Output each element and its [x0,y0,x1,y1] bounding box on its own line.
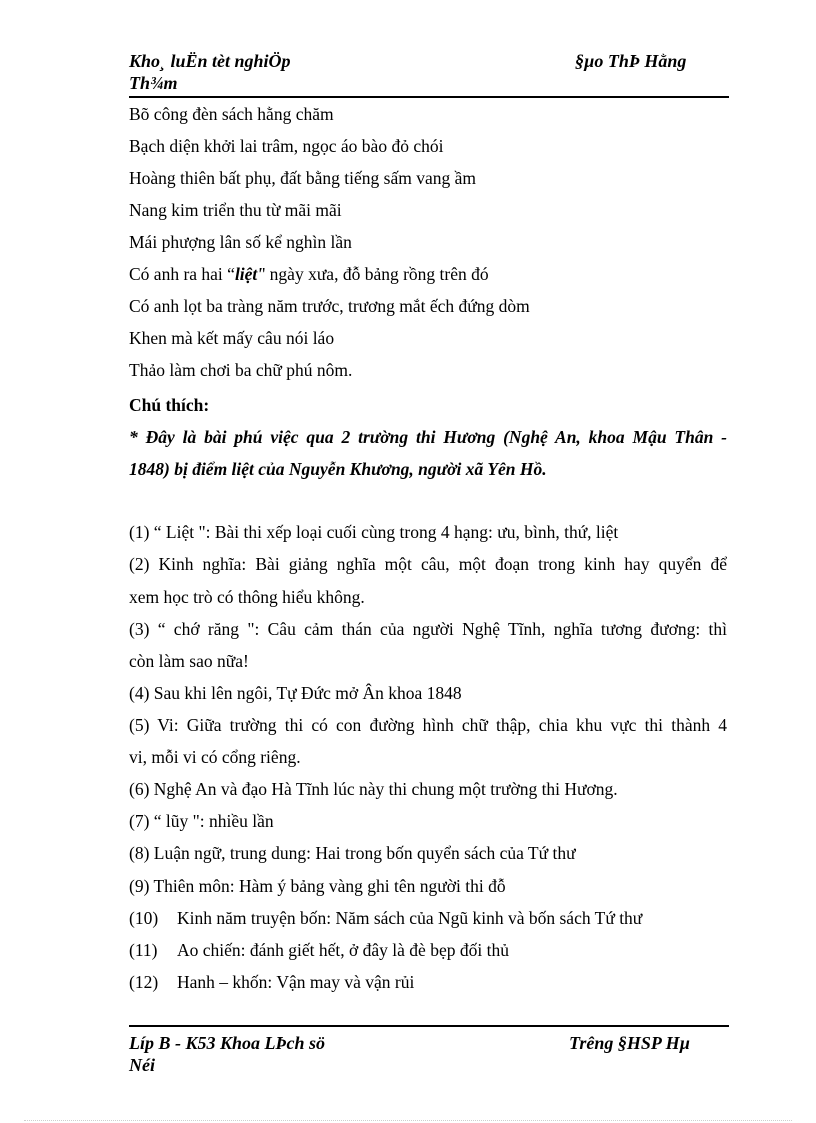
footnote-10 [129,907,727,929]
footer-rule [129,1025,729,1027]
poem-line-liet-end: ' ngày xưa, đỗ bảng rồng trên đó [262,264,489,284]
poem-line: Khen mà kết mấy câu nói láo [129,328,335,348]
footnote-3-line-1: (3) “ chớ răng ": Câu cảm thán của người Nghệ Tĩnh, nghĩa tương đương: thì [129,619,727,639]
note-heading: Chú thích: [129,395,210,415]
header-right: §µo ThÞ Hằng [575,51,687,71]
footnote-8: (8) Luận ngữ, trung dung: Hai trong bốn quyển sách của Tứ thư [129,843,576,863]
note-line-1: * Đây là bài phú việc qua 2 trường thi Hương (Nghệ An, khoa Mậu Thân - [129,427,727,447]
footnote-text: Ao chiến: đánh giết hết, ở đây là đè bẹp đối thủ [177,940,509,960]
header-rule [129,96,729,98]
poem-line: Thảo làm chơi ba chữ phú nôm. [129,360,353,380]
footnote-12 [129,971,727,993]
page-header [129,50,729,96]
footnote-2-line-2: xem học trò có thông hiểu không. [129,587,365,607]
poem-line-liet [129,263,727,285]
page-bottom-dotted-border [24,1120,792,1121]
footer-left-line1: Líp B - K53 Khoa LÞch sö [129,1033,326,1053]
footer-left-line2: Néi [129,1055,155,1075]
poem-line-liet-start: Có anh ra hai “ [129,264,235,284]
footnote-5-line-1: (5) Vi: Giữa trường thi có con đường hình chữ thập, chia khu vực thi thành 4 [129,715,727,735]
footnote-6: (6) Nghệ An và đạo Hà Tĩnh lúc này thi chung một trường thi Hương. [129,779,618,799]
footnote-number: (12) [129,972,159,992]
page-footer [129,1032,729,1078]
note-line-2: 1848) bị điểm liệt của Nguyễn Khương, người xã Yên Hồ. [129,459,547,479]
poem-line: Có anh lọt ba tràng năm trước, trương mắt ếch đứng dòm [129,296,530,316]
footnote-number: (11) [129,940,158,960]
footnote-11 [129,939,727,961]
footnote-3-line-2: còn làm sao nữa! [129,651,249,671]
header-left-line2: Th¾m [129,73,178,93]
header-left [129,50,359,94]
poem-line: Hoàng thiên bất phụ, đất bằng tiếng sấm vang ầm [129,168,477,188]
poem-line: Bõ công đèn sách hằng chăm [129,104,334,124]
footnote-4: (4) Sau khi lên ngôi, Tự Đức mở Ân khoa 1848 [129,683,462,703]
footnote-text: Kinh năm truyện bốn: Năm sách của Ngũ kinh và bốn sách Tứ thư [177,908,643,928]
footnote-2-line-1: (2) Kinh nghĩa: Bài giảng nghĩa một câu, một đoạn trong kinh hay quyển để [129,554,727,574]
poem-line: Mái phượng lân số kể nghìn lần [129,232,352,252]
liet-emphasis: liệt' [234,264,263,284]
footnote-text: Hanh – khốn: Vận may và vận rủi [177,972,415,992]
footer-left [129,1032,369,1076]
footnote-5-line-2: vi, mỗi vi có cổng riêng. [129,747,301,767]
footnote-9: (9) Thiên môn: Hàm ý bảng vàng ghi tên người thi đỗ [129,876,506,896]
footnote-7: (7) “ lũy ": nhiều lần [129,811,274,831]
poem-line: Nang kim triển thu từ mãi mãi [129,200,342,220]
header-left-line1: Kho¸ luËn tèt nghiÖp [129,51,291,71]
footnote-1: (1) “ Liệt ": Bài thi xếp loại cuối cùng trong 4 hạng: ưu, bình, thứ, liệt [129,522,619,542]
poem-line: Bạch diện khởi lai trâm, ngọc áo bào đỏ chói [129,136,444,156]
footnote-number: (10) [129,908,159,928]
footer-right: Trêng §HSP Hµ [569,1033,691,1053]
